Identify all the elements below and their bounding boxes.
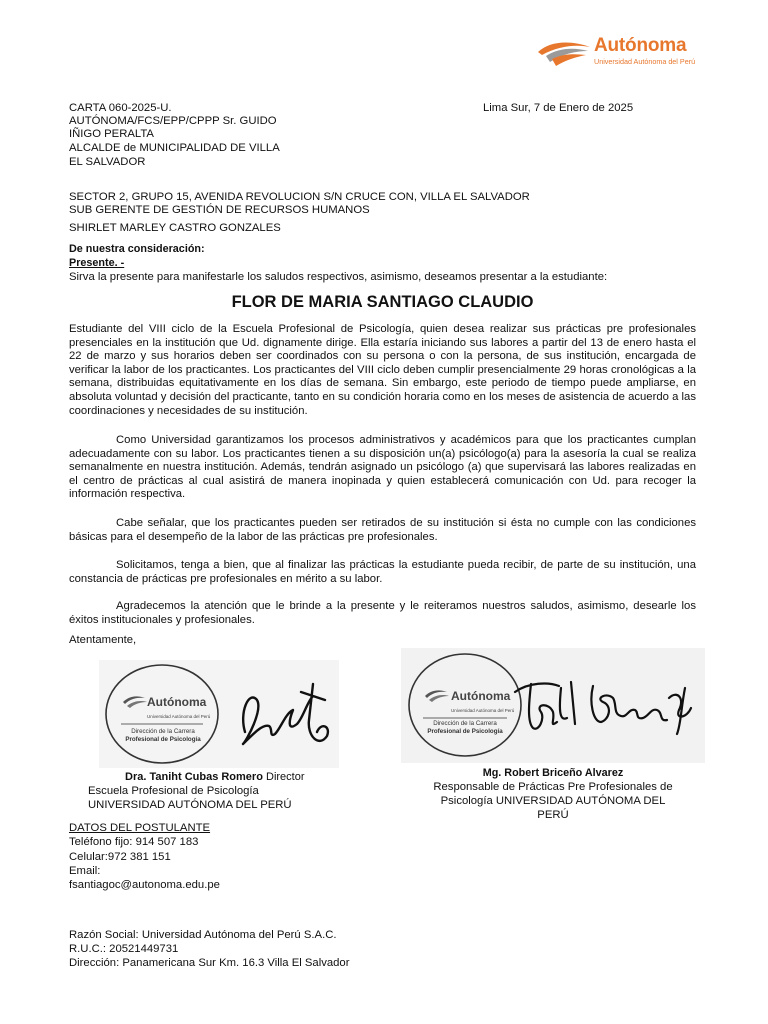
- footer-razon-social: Razón Social: Universidad Autónoma del Perú S.A.C.: [69, 929, 337, 941]
- brand-subtitle: Universidad Autónoma del Perú: [594, 57, 696, 66]
- closing: Atentamente,: [69, 634, 137, 646]
- brand-name: Autónoma: [594, 35, 687, 56]
- signatory-left-name: Dra. Taniht Cubas Romero: [125, 771, 263, 783]
- stamp-left-line2: Profesional de Psicología: [125, 736, 201, 743]
- applicant-cell: Celular:972 381 151: [69, 851, 171, 863]
- signatory-right-line4: PERÚ: [537, 809, 569, 821]
- letter-ref-line-2: AUTÓNOMA/FCS/EPP/CPPP Sr. GUIDO: [69, 115, 277, 127]
- stamp-left-sub: Universidad Autónoma del Perú: [147, 714, 211, 719]
- signatory-left-title: Director: [262, 771, 305, 783]
- letter-ref-line-3: IÑIGO PERALTA: [69, 128, 154, 140]
- salutation: De nuestra consideración:: [69, 243, 205, 255]
- body-paragraph-1: Estudiante del VIII ciclo de la Escuela Profesional de Psicología, quien desea realizar sus prácticas pre profesionales presenciales en la institución que Ud. dignamente dirige. Ella estaría iniciando sus labores a partir del 13 de enero hasta el 22 de marzo y sus horarios deben ser coordinados con su persona o con la persona, de sus institución, encargada de verificar la labor de los practicantes. Los practicantes del VIII ciclo deben cumplir presencialmente 29 horas cronológicas a la semana, distribuidas equitativamente en los días de semana. Sin embargo, este periodo de tiempo puede ampliarse, en absoluta voluntad y decisión del practicante, tanto en su condición horaria como en los meses de asistencia de acuerdo a las coordinaciones y necesidades de su institución.: [69, 323, 696, 417]
- address-line-2: SUB GERENTE DE GESTIÓN DE RECURSOS HUMANOS: [69, 204, 370, 216]
- place-date: Lima Sur, 7 de Enero de 2025: [483, 102, 634, 114]
- applicant-email: fsantiagoc@autonoma.edu.pe: [69, 879, 220, 891]
- applicant-heading: DATOS DEL POSTULANTE: [69, 822, 211, 834]
- stamp-left-name: Autónoma: [147, 695, 207, 709]
- signatory-left-line3: UNIVERSIDAD AUTÓNOMA DEL PERÚ: [88, 799, 292, 811]
- stamp-right-line1: Dirección de la Carrera: [433, 720, 497, 727]
- applicant-email-label: Email:: [69, 865, 101, 877]
- footer-direccion: Dirección: Panamericana Sur Km. 16.3 Villa El Salvador: [69, 957, 350, 969]
- stamp-right-line2: Profesional de Psicología: [427, 728, 503, 735]
- letter-ref-line-1: CARTA 060-2025-U.: [69, 102, 172, 114]
- signatory-left-line1: [125, 771, 305, 785]
- signatory-left-line2: Escuela Profesional de Psicología: [88, 785, 259, 797]
- stamp-left-line1: Dirección de la Carrera: [131, 728, 195, 735]
- body-paragraph-2: Como Universidad garantizamos los procesos administrativos y académicos para que los practicantes cumplan adecuadamente con su labor. Los practicantes tienen a su disposición un(a) psicólogo(a) para la asesoría la cual se realiza semanalmente en nuestra institución. Además, tendrán asignado un psicólogo (a) que supervisará las labores realizadas en el centro de prácticas al cual asistirá de manera inopinada y quien establecerá comunicación con Ud. para recoger la información respectiva.: [69, 434, 696, 501]
- signatory-right-line3: Psicología UNIVERSIDAD AUTÓNOMA DEL: [440, 795, 666, 807]
- stamp-right-name: Autónoma: [451, 689, 511, 703]
- signatory-right-line2: Responsable de Prácticas Pre Profesionales de: [433, 781, 673, 793]
- body-paragraph-4: Solicitamos, tenga a bien, que al finalizar las prácticas la estudiante pueda recibir, de parte de su institución, una constancia de prácticas pre profesionales en mérito a su labor.: [69, 559, 696, 585]
- signature-area-right: [401, 648, 705, 763]
- body-paragraph-3: Cabe señalar, que los practicantes pueden ser retirados de su institución si ésta no cumple con las condiciones básicas para el desempeño de la labor de las prácticas pre profesionales.: [69, 517, 696, 543]
- handwritten-signature-left: [227, 662, 337, 766]
- recipient-line-2: EL SALVADOR: [69, 156, 146, 168]
- applicant-phone: Teléfono fijo: 914 507 183: [69, 836, 199, 848]
- presente: Presente. -: [69, 257, 125, 269]
- logo-swoosh-icon: [536, 38, 592, 68]
- student-name: FLOR DE MARIA SANTIAGO CLAUDIO: [231, 293, 534, 311]
- signature-area-left: [99, 660, 339, 768]
- handwritten-signature-right: [509, 668, 699, 748]
- recipient-line-1: ALCALDE de MUNICIPALIDAD DE VILLA: [69, 142, 280, 154]
- intro-text: Sirva la presente para manifestarle los saludos respectivos, asimismo, deseamos presentar a la estudiante:: [69, 271, 608, 283]
- body-paragraph-5: Agradecemos la atención que le brinde a la presente y le reiteramos nuestros saludos, asimismo, desearle los éxitos institucionales y profesionales.: [69, 600, 696, 626]
- address-line-1: SECTOR 2, GRUPO 15, AVENIDA REVOLUCION S/N CRUCE CON, VILLA EL SALVADOR: [69, 191, 530, 203]
- stamp-right-sub: Universidad Autónoma del Perú: [451, 708, 515, 713]
- signatory-right-name: Mg. Robert Briceño Alvarez: [482, 767, 624, 779]
- footer-ruc: R.U.C.: 20521449731: [69, 943, 179, 955]
- manager-name: SHIRLET MARLEY CASTRO GONZALES: [69, 222, 281, 234]
- university-logo: [536, 36, 706, 70]
